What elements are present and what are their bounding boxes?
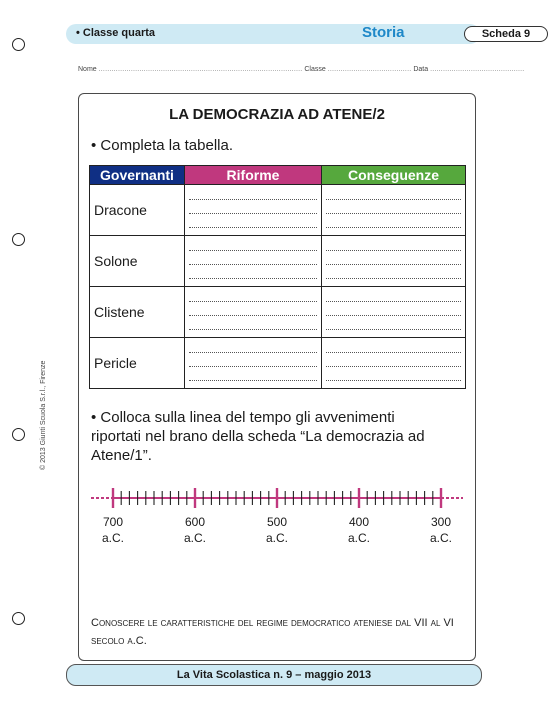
instruction-timeline: • Colloca sulla linea del tempo gli avvenimenti riportati nel brano della scheda “La democrazia ad Atene/1”. bbox=[91, 409, 425, 464]
riforme-answer-cell[interactable] bbox=[185, 185, 322, 236]
timeline-label-500: 500 a.C. bbox=[265, 515, 288, 545]
name-field[interactable]: ............................................................................................... bbox=[98, 66, 303, 73]
subject-label: Storia bbox=[362, 24, 405, 41]
table-row bbox=[90, 287, 466, 338]
riforme-answer-cell[interactable] bbox=[185, 287, 322, 338]
reforms-table bbox=[89, 165, 466, 389]
name-label: Nome bbox=[78, 66, 97, 73]
header-bar bbox=[66, 24, 531, 44]
timeline-label-400: 400 a.C. bbox=[347, 515, 370, 545]
timeline bbox=[91, 480, 463, 550]
timeline-label-600: 600 a.C. bbox=[183, 515, 206, 545]
instruction-table: • Completa la tabella. bbox=[91, 137, 233, 154]
conseguenze-answer-cell[interactable] bbox=[322, 287, 466, 338]
binder-hole-2 bbox=[12, 233, 25, 246]
binder-hole-3 bbox=[12, 428, 25, 441]
class-label: • Classe quarta bbox=[76, 27, 156, 39]
header-conseguenze: Conseguenze bbox=[322, 166, 466, 185]
governor-cell: Dracone bbox=[90, 185, 185, 236]
riforme-answer-cell[interactable] bbox=[185, 338, 322, 389]
table-row bbox=[90, 236, 466, 287]
conseguenze-answer-cell[interactable] bbox=[322, 185, 466, 236]
timeline-line[interactable] bbox=[91, 480, 463, 510]
table-row bbox=[90, 338, 466, 389]
timeline-label-300: 300 a.C. bbox=[429, 515, 452, 545]
class-field[interactable]: ....................................... bbox=[327, 66, 412, 73]
conseguenze-answer-cell[interactable] bbox=[322, 236, 466, 287]
header-governanti: Governanti bbox=[90, 166, 185, 185]
name-row bbox=[78, 66, 525, 73]
worksheet-frame bbox=[78, 93, 476, 661]
footer-bar: La Vita Scolastica n. 9 – maggio 2013 bbox=[66, 664, 482, 686]
header-riforme: Riforme bbox=[185, 166, 322, 185]
governor-cell: Clistene bbox=[90, 287, 185, 338]
table-row bbox=[90, 185, 466, 236]
binder-hole-4 bbox=[12, 612, 25, 625]
date-field[interactable]: ............................................ bbox=[430, 66, 525, 73]
riforme-answer-cell[interactable] bbox=[185, 236, 322, 287]
conseguenze-answer-cell[interactable] bbox=[322, 338, 466, 389]
date-label: Data bbox=[413, 66, 429, 73]
copyright-notice: © 2013 Giunti Scuola S.r.l., Firenze bbox=[40, 360, 47, 470]
timeline-label-700: 700 a.C. bbox=[101, 515, 124, 545]
worksheet-title: LA DEMOCRAZIA AD ATENE/2 bbox=[169, 106, 385, 123]
governor-cell: Pericle bbox=[90, 338, 185, 389]
sheet-badge: Scheda 9 bbox=[464, 26, 548, 42]
class-field-label: Classe bbox=[304, 66, 326, 73]
learning-objective: Conoscere le caratteristiche del regime democratico ateniese dal VII al VI secolo a.C. bbox=[91, 617, 454, 647]
binder-hole-1 bbox=[12, 38, 25, 51]
governor-cell: Solone bbox=[90, 236, 185, 287]
